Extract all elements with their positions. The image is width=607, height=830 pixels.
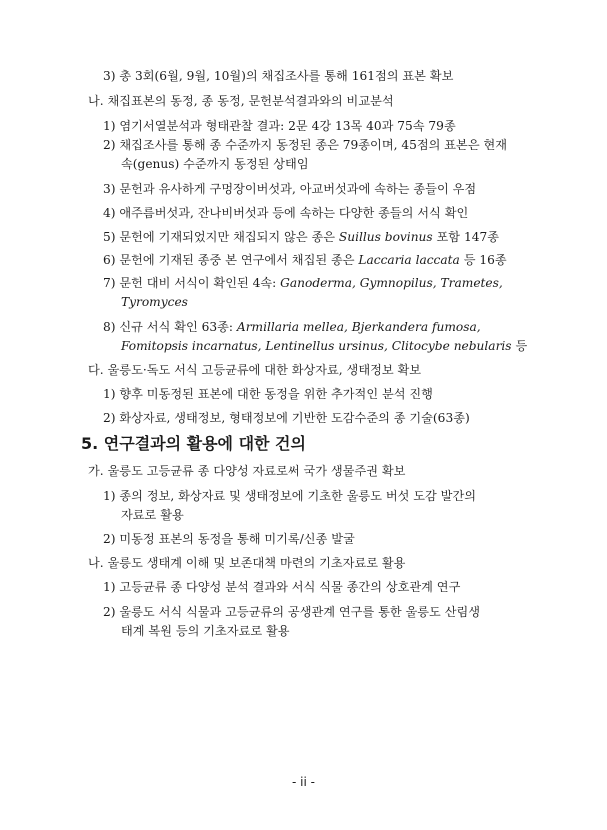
text-span: 등: [515, 339, 528, 353]
section-item-da: 다. 울릉도·독도 서식 고등균류에 대한 화상자료, 생태정보 확보: [88, 363, 422, 377]
text-line: 1) 향후 미동정된 표본에 대한 동정을 위한 추가적인 분석 진행: [103, 387, 433, 401]
text-line: 자료로 활용: [121, 508, 184, 522]
text-line: 3) 총 3회(6월, 9월, 10월)의 채집조사를 통해 161점의 표본 확보: [103, 69, 454, 83]
text-line: [0, 319, 607, 335]
genus-names: Ganoderma, Gymnopilus, Trametes,: [280, 276, 503, 290]
text-span: 5) 문헌에 기재되었지만 채집되지 않은 종은: [103, 230, 336, 244]
text-line: 태계 복원 등의 기초자료로 활용: [121, 624, 290, 638]
text-line: 2) 미동정 표본의 동정을 통해 미기록/신종 발굴: [103, 532, 355, 546]
text-span: 포함 147종: [436, 230, 499, 244]
text-line: 2) 울릉도 서식 식물과 고등균류의 공생관계 연구를 통한 울릉도 산림생: [103, 605, 481, 619]
page-number: - ii -: [292, 775, 315, 789]
text-line: 속(genus) 수준까지 동정된 상태임: [121, 157, 309, 171]
genus-names: Tyromyces: [121, 295, 188, 309]
text-line: 1) 염기서열분석과 형태관찰 결과: 2문 4강 13목 40과 75속 79종: [103, 119, 456, 133]
text-line: 3) 문헌과 유사하게 구멍장이버섯과, 아교버섯과에 속하는 종들이 우점: [103, 182, 477, 196]
text-line: 1) 종의 정보, 화상자료 및 생태정보에 기초한 울릉도 버섯 도감 발간의: [103, 489, 476, 503]
species-name: Laccaria laccata: [358, 253, 460, 267]
section-item-na: 나. 울릉도 생태계 이해 및 보존대책 마련의 기초자료로 활용: [88, 556, 406, 570]
text-span: 등 16종: [463, 253, 507, 267]
text-line: [0, 229, 607, 245]
text-line: [0, 252, 607, 268]
section-heading: 5. 연구결과의 활용에 대한 건의: [81, 434, 306, 453]
species-names: Armillaria mellea, Bjerkandera fumosa,: [236, 320, 481, 334]
text-span: 8) 신규 서식 확인 63종:: [103, 320, 234, 334]
species-names: Fomitopsis incarnatus, Lentinellus ursinus, Clitocybe nebularis: [121, 339, 512, 353]
text-line: 4) 애주름버섯과, 잔나비버섯과 등에 속하는 다양한 종들의 서식 확인: [103, 206, 469, 220]
species-name: Suillus bovinus: [338, 230, 433, 244]
text-line: 2) 화상자료, 생태정보, 형태정보에 기반한 도감수준의 종 기술(63종): [103, 411, 470, 425]
text-line: [0, 275, 607, 291]
text-span: 7) 문헌 대비 서식이 확인된 4속:: [103, 276, 277, 290]
section-item-na: 나. 채집표본의 동정, 종 동정, 문헌분석결과와의 비교분석: [88, 94, 394, 108]
section-item-ga: 가. 울릉도 고등균류 종 다양성 자료로써 국가 생물주권 확보: [88, 464, 406, 478]
text-span: 6) 문헌에 기재된 종중 본 연구에서 채집된 종은: [103, 253, 355, 267]
text-line: [0, 338, 607, 354]
text-line: 1) 고등균류 종 다양성 분석 결과와 서식 식물 종간의 상호관계 연구: [103, 580, 461, 594]
text-line: 2) 채집조사를 통해 종 수준까지 동정된 종은 79종이며, 45점의 표본은 현재: [103, 138, 508, 152]
